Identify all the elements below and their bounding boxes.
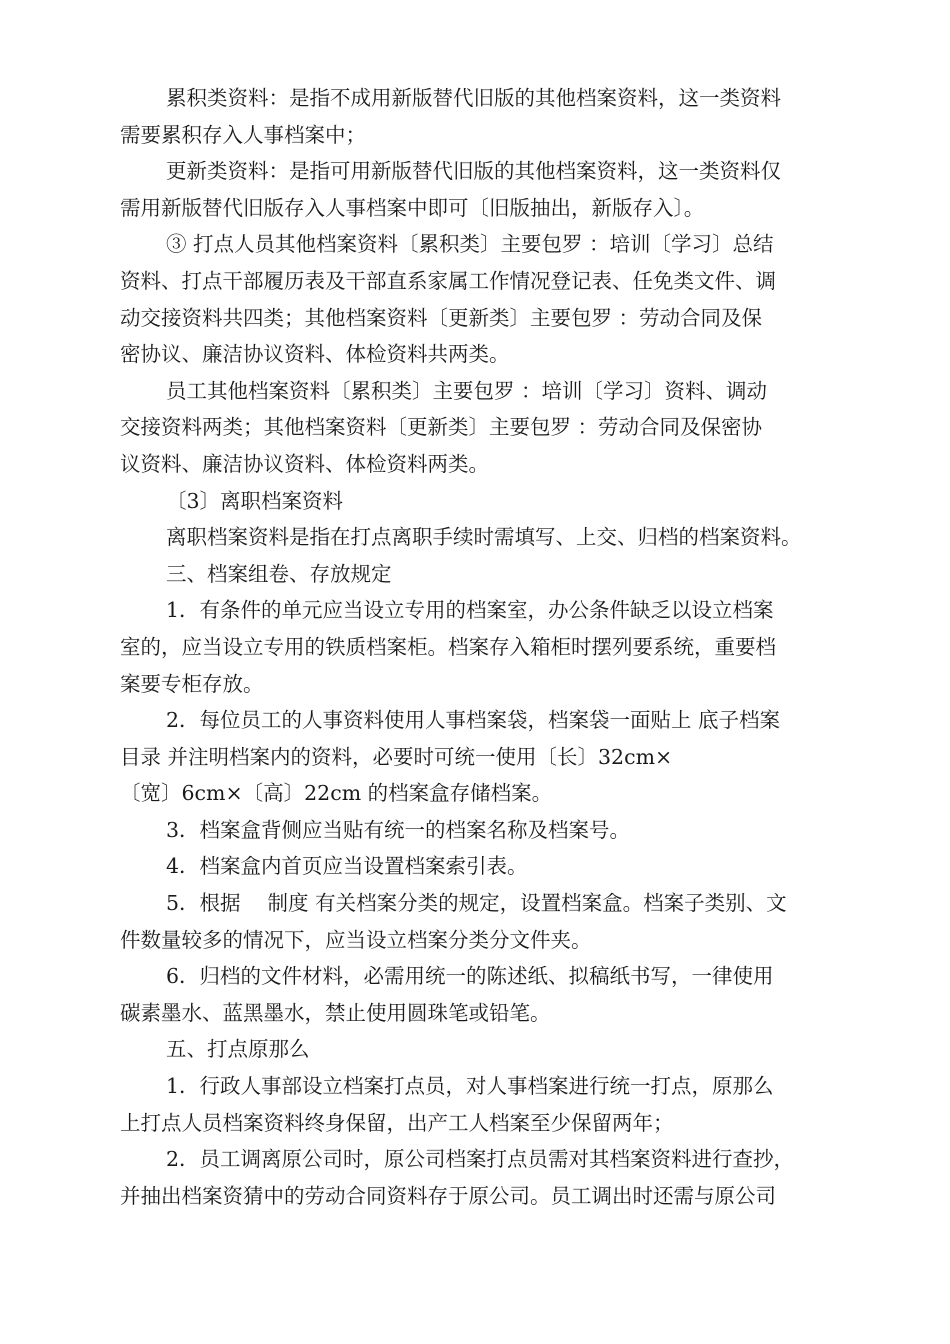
text-line: ③ 打点人员其他档案资料〔累积类〕主要包罗 ：培训〔学习〕总结	[166, 232, 774, 257]
text-line: 五、打点原那么	[166, 1037, 310, 1062]
text-line: 资料、打点干部履历表及干部直系家属工作情况登记表、任免类文件、调	[120, 268, 776, 293]
text-line: 更新类资料：是指可用新版替代旧版的其他档案资料，这一类资料仅	[166, 159, 781, 184]
text-line: 上打点人员档案资料终身保留，出产工人档案至少保留两年；	[120, 1110, 674, 1135]
text-line: 案要专柜存放。	[120, 671, 264, 696]
text-line: 需用新版替代旧版存入人事档案中即可〔旧版抽出，新版存入〕。	[120, 195, 705, 220]
text-line: 并抽出档案资猜中的劳动合同资料存于原公司。员工调出时还需与原公司	[120, 1183, 776, 1208]
text-line: 交接资料两类；其他档案资料〔更新类〕主要包罗 ：劳动合同及保密协	[120, 415, 763, 440]
text-line: 目录 并注明档案内的资料，必要时可统一使用〔长〕32cm×	[120, 744, 673, 769]
text-line: 件数量较多的情况下，应当设立档案分类分文件夹。	[120, 927, 592, 952]
text-line: 5．根据 制度 有关档案分类的规定，设置档案盒。档案子类别、文	[166, 891, 787, 916]
text-line: 议资料、廉洁协议资料、体检资料两类。	[120, 451, 489, 476]
text-line: 〔3〕离职档案资料	[166, 488, 344, 513]
text-line: 三、档案组卷、存放规定	[166, 561, 392, 586]
text-line: 室的，应当设立专用的铁质档案柜。档案存入箱柜时摆列要系统，重要档	[120, 634, 776, 659]
text-line: 累积类资料：是指不成用新版替代旧版的其他档案资料，这一类资料	[166, 86, 781, 110]
text-line: 3．档案盒背侧应当贴有统一的档案名称及档案号。	[166, 817, 631, 842]
text-line: 密协议、廉洁协议资料、体检资料共两类。	[120, 342, 510, 367]
text-line: 2．员工调离原公司时，原公司档案打点员需对其档案资料进行查抄，	[166, 1147, 795, 1172]
text-line: 2．每位员工的人事资料使用人事档案袋，档案袋一面贴上 底子档案	[166, 708, 781, 733]
text-line: 〔宽〕6cm×〔高〕22cm 的档案盒存储档案。	[120, 781, 553, 806]
text-line: 动交接资料共四类；其他档案资料〔更新类〕主要包罗 ：劳动合同及保	[120, 305, 763, 330]
text-line: 6．归档的文件材料，必需用统一的陈述纸、拟稿纸书写，一律使用	[166, 964, 774, 989]
document-body	[120, 80, 840, 1214]
text-line: 4．档案盒内首页应当设置档案索引表。	[166, 854, 528, 879]
text-line: 碳素墨水、蓝黑墨水，禁止使用圆珠笔或铅笔。	[120, 1000, 551, 1025]
text-line: 1．行政人事部设立档案打点员，对人事档案进行统一打点，原那么	[166, 1074, 774, 1099]
text-line: 员工其他档案资料〔累积类〕主要包罗 ：培训〔学习〕资料、调动	[166, 378, 768, 403]
text-line: 离职档案资料是指在打点离职手续时需填写、上交、归档的档案资料。	[166, 525, 802, 550]
text-line: 1．有条件的单元应当设立专用的档案室，办公条件缺乏以设立档案	[166, 598, 774, 623]
text-line: 需要累积存入人事档案中；	[120, 122, 366, 147]
